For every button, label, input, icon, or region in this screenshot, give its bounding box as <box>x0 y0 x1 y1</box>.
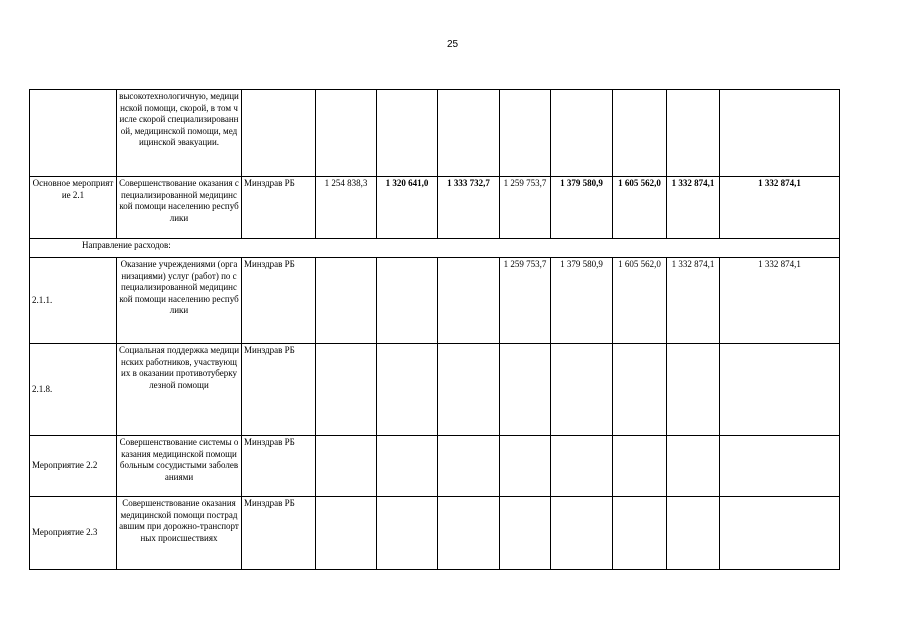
measure-description-cell: Совершенствование оказания медицинской помощи пострадавшим при дорожно-транспортных происшествиях <box>117 497 242 570</box>
funding-value-cell <box>316 436 377 497</box>
funding-value-cell <box>438 497 500 570</box>
funding-value-cell: 1 605 562,0 <box>613 258 667 344</box>
funding-value-cell <box>316 344 377 436</box>
funding-value-cell <box>551 436 613 497</box>
table-row <box>30 497 840 570</box>
page-number: 25 <box>446 39 459 50</box>
funding-value-cell: 1 332 874,1 <box>720 177 840 239</box>
funding-value-cell <box>720 497 840 570</box>
funding-value-cell <box>377 344 438 436</box>
funding-value-cell <box>720 90 840 177</box>
executor-cell: Минздрав РБ <box>242 258 316 344</box>
funding-value-cell <box>377 258 438 344</box>
funding-value-cell <box>613 90 667 177</box>
funding-value-cell <box>500 436 551 497</box>
funding-value-cell <box>667 90 720 177</box>
measure-description-cell: Социальная поддержка медицинских работников, участвующих в оказании противотуберкулезной помощи <box>117 344 242 436</box>
table-row <box>30 436 840 497</box>
executor-cell: Минздрав РБ <box>242 436 316 497</box>
table-row <box>30 90 840 177</box>
funding-value-cell: 1 332 874,1 <box>720 258 840 344</box>
expense-direction-heading: Направление расходов: <box>30 239 840 258</box>
funding-value-cell <box>316 90 377 177</box>
measure-name-cell <box>30 90 117 177</box>
funding-value-cell <box>500 90 551 177</box>
measure-name-cell: Мероприятие 2.2 <box>30 436 117 497</box>
funding-value-cell <box>720 344 840 436</box>
funding-value-cell: 1 320 641,0 <box>377 177 438 239</box>
measure-description-cell: Совершенствование системы оказания медицинской помощи больным сосудистыми заболеваниями <box>117 436 242 497</box>
executor-cell: Минздрав РБ <box>242 497 316 570</box>
funding-value-cell <box>438 436 500 497</box>
funding-value-cell <box>667 344 720 436</box>
measure-name-cell: Основное мероприятие 2.1 <box>30 177 117 239</box>
funding-value-cell: 1 332 874,1 <box>667 258 720 344</box>
funding-value-cell: 1 259 753,7 <box>500 177 551 239</box>
funding-value-cell <box>500 497 551 570</box>
funding-value-cell <box>551 344 613 436</box>
funding-value-cell <box>438 258 500 344</box>
funding-value-cell <box>720 436 840 497</box>
funding-value-cell <box>500 344 551 436</box>
measure-name-cell: 2.1.8. <box>30 344 117 436</box>
funding-value-cell <box>377 90 438 177</box>
funding-value-cell: 1 332 874,1 <box>667 177 720 239</box>
measure-description-cell: высокотехнологичную, медицинской помощи, скорой, в том числе скорой специализированной, медицинской помощи, медицинской эвакуации. <box>117 90 242 177</box>
funding-value-cell: 1 605 562,0 <box>613 177 667 239</box>
funding-value-cell <box>551 497 613 570</box>
measure-description-cell: Совершенствование оказания специализированной медицинской помощи населению республики <box>117 177 242 239</box>
measure-name-cell: Мероприятие 2.3 <box>30 497 117 570</box>
executor-cell: Минздрав РБ <box>242 177 316 239</box>
funding-value-cell <box>377 497 438 570</box>
funding-value-cell: 1 379 580,9 <box>551 258 613 344</box>
executor-cell <box>242 90 316 177</box>
measure-description-cell: Оказание учреждениями (организациями) услуг (работ) по специализированной медицинской помощи населению республики <box>117 258 242 344</box>
funding-value-cell <box>551 90 613 177</box>
table-row <box>30 177 840 239</box>
funding-value-cell: 1 333 732,7 <box>438 177 500 239</box>
table-row <box>30 258 840 344</box>
funding-value-cell <box>667 436 720 497</box>
funding-value-cell: 1 379 580,9 <box>551 177 613 239</box>
funding-value-cell <box>613 436 667 497</box>
measure-name-cell: 2.1.1. <box>30 258 117 344</box>
table-row <box>30 344 840 436</box>
funding-value-cell <box>667 497 720 570</box>
funding-value-cell: 1 254 838,3 <box>316 177 377 239</box>
executor-cell: Минздрав РБ <box>242 344 316 436</box>
program-funding-table <box>29 89 840 570</box>
table-row <box>30 239 840 258</box>
funding-value-cell <box>438 90 500 177</box>
funding-value-cell <box>316 258 377 344</box>
funding-value-cell <box>613 344 667 436</box>
funding-value-cell <box>316 497 377 570</box>
funding-value-cell <box>613 497 667 570</box>
funding-value-cell <box>438 344 500 436</box>
funding-value-cell <box>377 436 438 497</box>
funding-value-cell: 1 259 753,7 <box>500 258 551 344</box>
